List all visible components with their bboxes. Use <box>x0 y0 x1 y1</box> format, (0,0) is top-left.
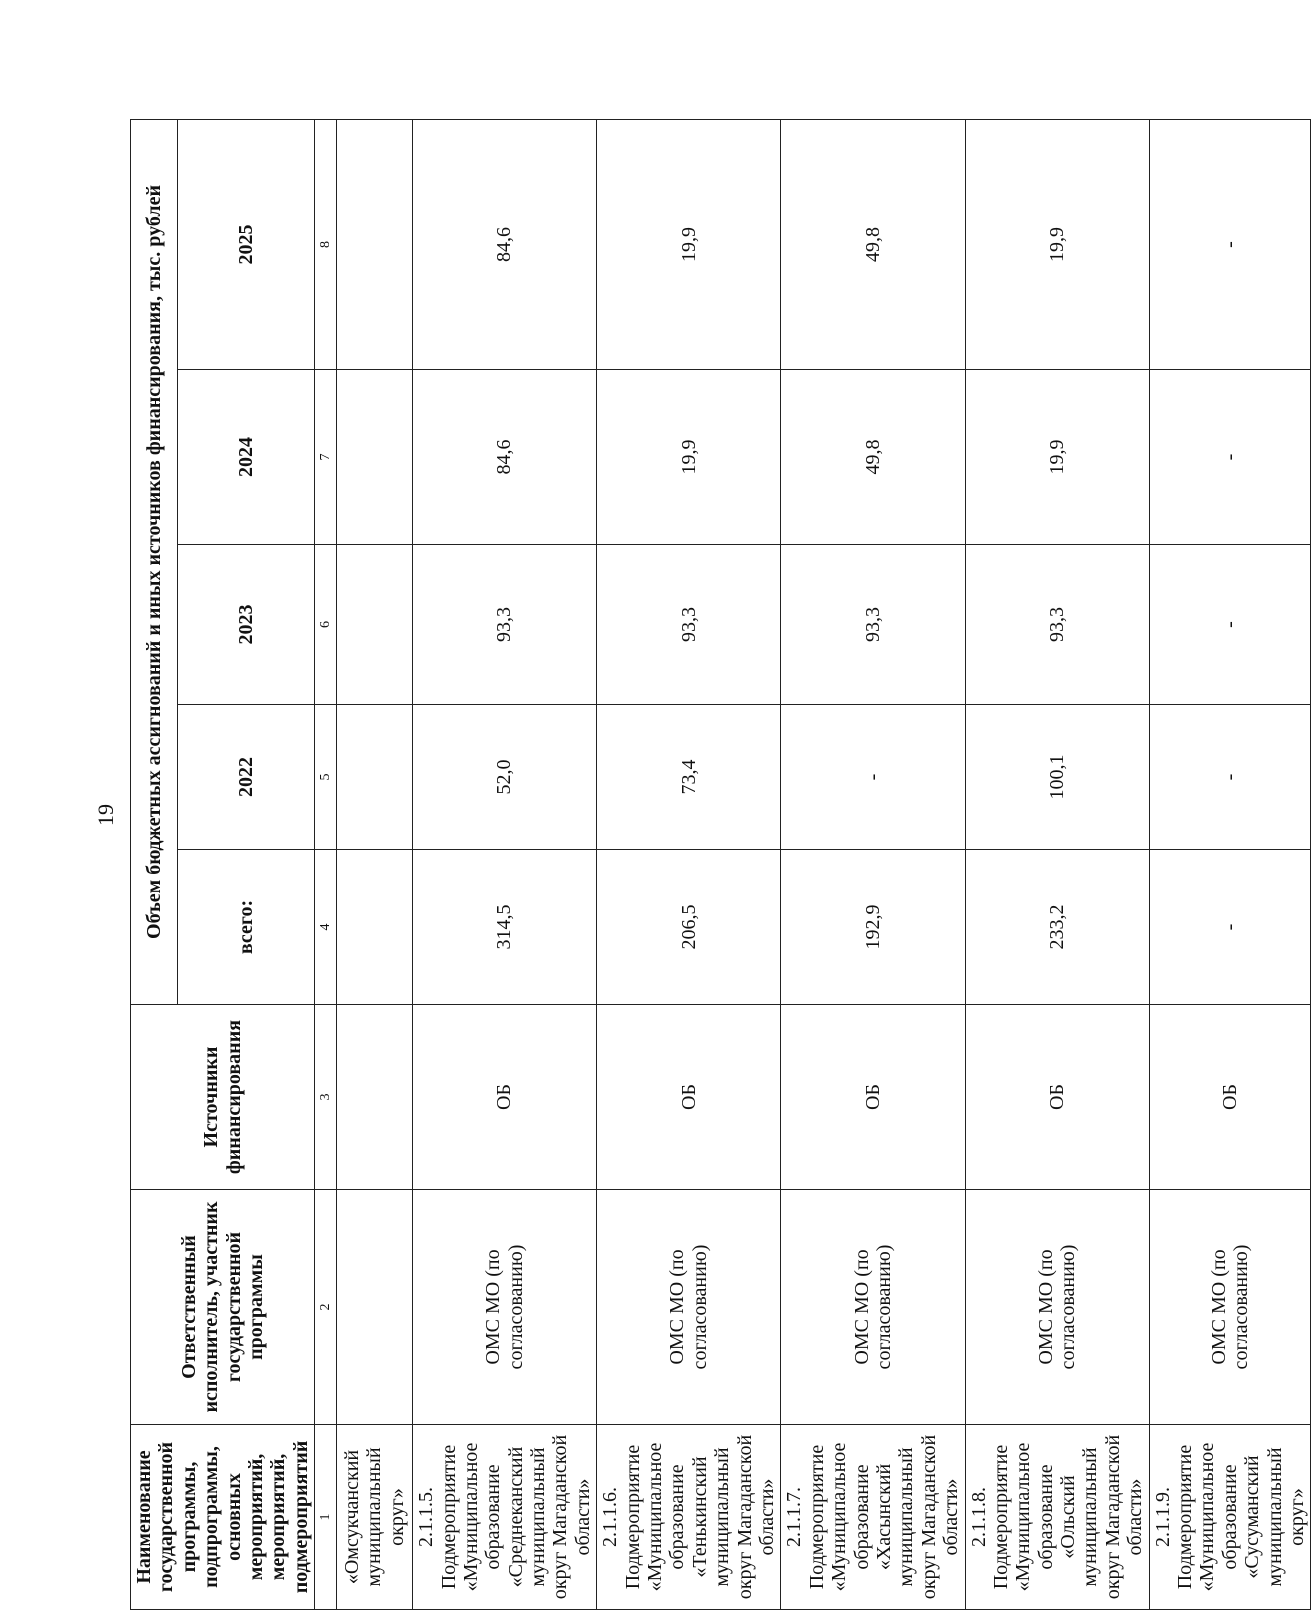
column-number: 6 <box>315 545 337 705</box>
header-2025: 2025 <box>178 120 315 370</box>
column-number-row <box>315 120 337 1610</box>
row-2023: - <box>1149 545 1311 705</box>
row-total: 233,2 <box>965 850 1149 1005</box>
row-2022: - <box>781 705 965 850</box>
table-row <box>337 120 413 1610</box>
header-financing-group: Объем бюджетных ассигнований и иных источников финансирования, тыс. рублей <box>131 120 178 1005</box>
header-source: Источники финансирования <box>131 1005 315 1190</box>
row-name: 2.1.1.9. Подмероприятие «Муниципальное образование «Сусуманский муниципальный округ» <box>1149 1425 1311 1610</box>
row-2022: 52,0 <box>413 705 597 850</box>
rotated-table-wrapper <box>130 120 1308 1610</box>
row-2023 <box>337 545 413 705</box>
row-source: ОБ <box>1149 1005 1311 1190</box>
table-row <box>965 120 1149 1610</box>
row-executor <box>337 1190 413 1425</box>
row-2024: 19,9 <box>965 370 1149 545</box>
row-2025: 84,6 <box>413 120 597 370</box>
row-source: ОБ <box>597 1005 781 1190</box>
column-number: 1 <box>315 1425 337 1610</box>
row-2024: - <box>1149 370 1311 545</box>
row-total: 206,5 <box>597 850 781 1005</box>
row-name: 2.1.1.6. Подмероприятие «Муниципальное образование «Тенькинский муниципальный округ Магаданской области» <box>597 1425 781 1610</box>
header-executor: Ответственный исполнитель, участник государственной программы <box>131 1190 315 1425</box>
table-row <box>1149 120 1311 1610</box>
row-2025: 19,9 <box>597 120 781 370</box>
header-2024: 2024 <box>178 370 315 545</box>
row-total <box>337 850 413 1005</box>
column-number: 4 <box>315 850 337 1005</box>
column-number: 5 <box>315 705 337 850</box>
table-row <box>781 120 965 1610</box>
row-source: ОБ <box>965 1005 1149 1190</box>
row-2022: 100,1 <box>965 705 1149 850</box>
row-total: - <box>1149 850 1311 1005</box>
column-number: 7 <box>315 370 337 545</box>
row-2025: 19,9 <box>965 120 1149 370</box>
row-2022: - <box>1149 705 1311 850</box>
financing-table <box>130 119 1311 1610</box>
row-2024: 19,9 <box>597 370 781 545</box>
row-source: ОБ <box>413 1005 597 1190</box>
page-number: 19 <box>93 804 118 826</box>
table-row <box>597 120 781 1610</box>
header-2022: 2022 <box>178 705 315 850</box>
header-2023: 2023 <box>178 545 315 705</box>
header-name: Наименование государственной программы, подпрограммы, основных мероприятий, мероприятий, подмероприятий <box>131 1425 315 1610</box>
row-source <box>337 1005 413 1190</box>
row-source: ОБ <box>781 1005 965 1190</box>
row-2025 <box>337 120 413 370</box>
row-total: 314,5 <box>413 850 597 1005</box>
row-total: 192,9 <box>781 850 965 1005</box>
header-total: всего: <box>178 850 315 1005</box>
column-number: 8 <box>315 120 337 370</box>
row-executor: ОМС МО (по согласованию) <box>413 1190 597 1425</box>
row-2022 <box>337 705 413 850</box>
column-number: 2 <box>315 1190 337 1425</box>
table-row <box>413 120 597 1610</box>
row-2022: 73,4 <box>597 705 781 850</box>
row-executor: ОМС МО (по согласованию) <box>597 1190 781 1425</box>
row-2023: 93,3 <box>597 545 781 705</box>
row-executor: ОМС МО (по согласованию) <box>1149 1190 1311 1425</box>
row-executor: ОМС МО (по согласованию) <box>781 1190 965 1425</box>
row-2024 <box>337 370 413 545</box>
row-2023: 93,3 <box>413 545 597 705</box>
row-name: 2.1.1.7. Подмероприятие «Муниципальное образование «Хасынский муниципальный округ Магаданской области» <box>781 1425 965 1610</box>
row-2024: 84,6 <box>413 370 597 545</box>
row-2023: 93,3 <box>965 545 1149 705</box>
row-executor: ОМС МО (по согласованию) <box>965 1190 1149 1425</box>
row-name: 2.1.1.5. Подмероприятие «Муниципальное образование «Среднеканский муниципальный округ Магаданской области» <box>413 1425 597 1610</box>
row-2023: 93,3 <box>781 545 965 705</box>
row-name: «Омсукчанский муниципальный округ» <box>337 1425 413 1610</box>
row-name: 2.1.1.8. Подмероприятие «Муниципальное образование «Ольский муниципальный округ Магаданской области» <box>965 1425 1149 1610</box>
row-2025: 49,8 <box>781 120 965 370</box>
column-number: 3 <box>315 1005 337 1190</box>
row-2025: - <box>1149 120 1311 370</box>
row-2024: 49,8 <box>781 370 965 545</box>
header-row-1 <box>131 120 178 1610</box>
